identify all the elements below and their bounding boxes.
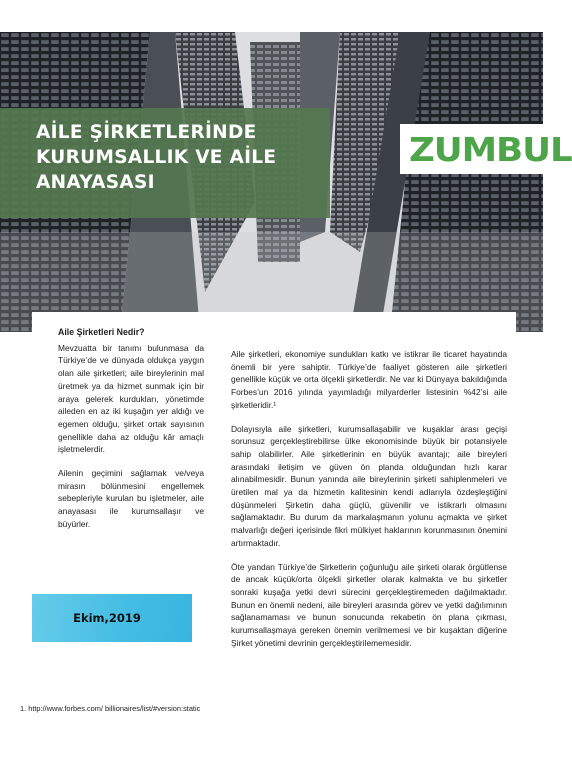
content-card — [32, 312, 516, 694]
left-paragraph: Mevzuatta bir tanımı bulunmasa da Türkiye’de ve dünyada oldukça yaygın olan aile şirketleri; aile bireylerinin mal üretmek ya da hizmet sunmak için bir araya gelerek kurdukları, yönetimde aileden en az iki kuşağın yer aldığı ve egemen olduğu, şirket ortak sayısının genellikle daha az olduğu kâr amaçlı işletmelerdir. — [58, 342, 204, 455]
date-label: Ekim,2019 — [73, 611, 141, 625]
right-paragraph: Dolayısıyla aile şirketleri, kurumsallaşabilir ve kuşaklar arası geçişi sorunsuz gerçekleştirebilirse ülke ekonomisinde büyük bir potansiyele sahip olabilirler. Aile şirketlerinin en büyük avantajı; aile bireyleri arasındaki iletişim ve güven ön planda olduğundan hızlı karar alınabilmesidir. Bunun yanında aile bireylerinin şirketi sahiplenmeleri ve üretilen mal ya da hizmetin kalitesinin kendi adlarıyla özdeşleştiğini düşünmeleri Şirketin daha güçlü, güvenilir ve istikrarlı olmasını sağlamaktadır. Bu durum da markalaşmanın yolunu açmakta ve şirket malvarlığı değeri içerisinde fikri mülkiyet haklarının korunmasının önemini artırmaktadır. — [231, 423, 507, 548]
date-box — [32, 594, 192, 642]
section-heading: Aile Şirketleri Nedir? — [58, 327, 145, 337]
right-column — [231, 348, 507, 649]
title-line: AİLE ŞİRKETLERİNDE — [36, 122, 257, 143]
footnote: 1. http://www.forbes.com/ billionaires/list/#version:static — [20, 704, 201, 713]
left-column — [58, 326, 204, 531]
right-paragraph: Aile şirketleri, ekonomiye sundukları katkı ve istikrar ile ticaret hayatında önemli bir yere sahiptir. Türkiye’de faaliyet gösteren aile şirketleri genellikle küçük ve orta ölçekli şirketlerdir. Ne var ki Dünyaya bakıldığında Forbes’un 2016 yılında yayımladığı milyarderler listesinin %42’si aile şirketleridir.¹ — [231, 349, 507, 410]
title-line: KURUMSALLIK VE AİLE — [36, 147, 277, 168]
page-title — [36, 120, 316, 195]
brand-logo — [400, 124, 572, 174]
title-line: ANAYASASI — [36, 172, 155, 193]
right-paragraph: Öte yandan Türkiye’de Şirketlerin çoğunluğu aile şirketi olarak örgütlense de ancak küçük/orta ölçekli şirketler olarak kalmakta ve bu şirketler sonraki kuşağa yetki devri sürecini gerçekleştiremeden dağılmaktadır. Bunun en önemli nedeni, aile bireyleri arasında görev ve yetki dağılımının sağlanamaması ve bunun sonucunda rekabetin ön plana çıkması, kurumsallaşmaya gereken önemin verilmemesi ve bir kuşaktan diğerine Şirket yönetimi devrinin gerçekleştirilememesidir. — [231, 561, 507, 648]
logo-text: ZUMBUL — [409, 129, 572, 169]
title-banner — [0, 108, 330, 218]
left-paragraph: Ailenin geçimini sağlamak ve/veya mirasın bölünmesini engellemek sebepleriyle kurulan bu işletmeler, aile anayasası ile kurumsallaşır ve büyürler. — [58, 468, 204, 529]
